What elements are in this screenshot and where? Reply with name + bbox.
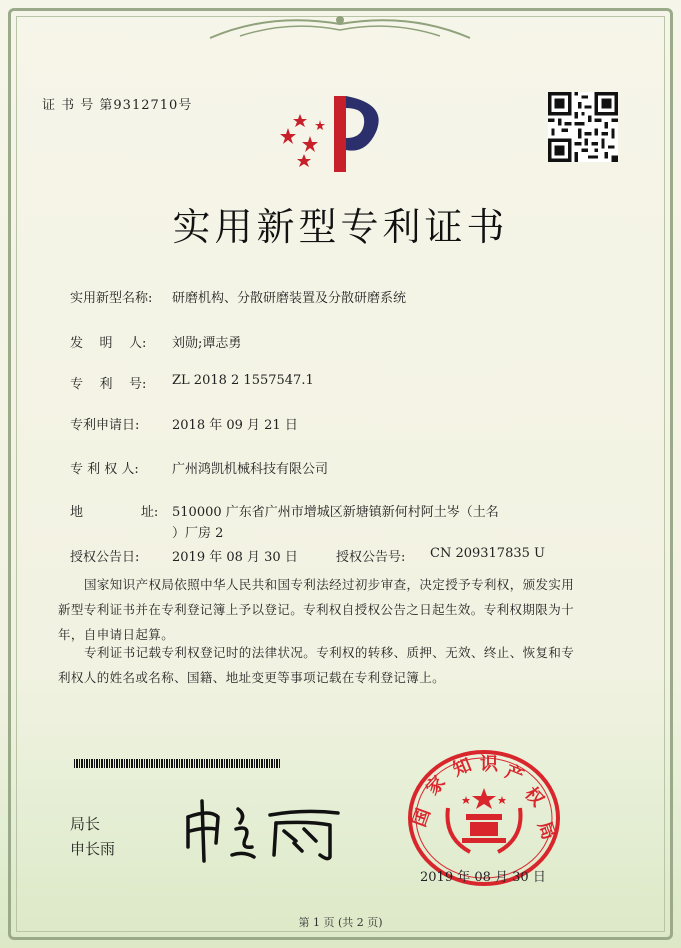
cert-number-value: 9312710	[113, 98, 179, 113]
grant-number-value: CN 209317835 U	[430, 546, 545, 561]
barcode-icon	[74, 759, 280, 768]
paragraph-line: 新型专利证书并在专利登记簿上予以登记。专利权自授权公告之日起生效。专利权期限为十	[58, 602, 575, 617]
patent-number-label: 专 利 号:	[70, 377, 147, 392]
svg-text:权: 权	[520, 783, 548, 811]
page-footer: 第 1 页 (共 2 页)	[298, 916, 383, 929]
paragraph-line: 利权人的姓名或名称、国籍、地址变更等事项记载在专利登记簿上。	[58, 670, 446, 685]
cert-number-label: 证 书 号 第	[42, 98, 114, 113]
issue-date: 2019 年 08 月 30 日	[420, 870, 546, 885]
svg-text:国: 国	[408, 805, 435, 830]
legal-status-paragraph	[58, 640, 626, 690]
utility-model-name-value: 研磨机构、分散研磨装置及分散研磨系统	[172, 291, 407, 306]
svg-text:产: 产	[502, 761, 527, 788]
svg-text:家: 家	[422, 771, 450, 800]
paragraph-line: 年，自申请日起算。	[58, 627, 175, 642]
paragraph-line: 专利证书记载专利权登记时的法律状况。专利权的转移、质押、无效、终止、恢复和专	[84, 645, 575, 660]
patent-office-logo-icon	[280, 92, 390, 180]
signatory-title: 局长	[70, 815, 101, 833]
handwritten-signature-icon	[180, 795, 350, 865]
patentee-label: 专 利 权 人:	[70, 462, 139, 477]
inventor-label: 发 明 人:	[70, 336, 147, 351]
inventor-value: 刘勋;谭志勇	[172, 336, 242, 351]
patentee-value: 广州鸿凯机械科技有限公司	[172, 462, 329, 477]
paragraph-line: 国家知识产权局依照中华人民共和国专利法经过初步审查，决定授予专利权，颁发实用	[84, 577, 575, 592]
patent-number-value: ZL 2018 2 1557547.1	[172, 373, 314, 388]
grant-statement-paragraph	[58, 572, 626, 647]
svg-text:局: 局	[533, 818, 560, 843]
grant-date-value: 2019 年 08 月 30 日	[172, 550, 298, 565]
qr-code-icon	[548, 92, 618, 162]
top-ornament-icon	[200, 8, 480, 44]
signatory-name: 申长雨	[70, 840, 116, 858]
svg-text:知: 知	[450, 754, 475, 781]
certificate-number	[42, 94, 192, 113]
certificate-title: 实用新型专利证书	[172, 205, 509, 249]
address-value-line1: 510000 广东省广州市增城区新塘镇新何村阿土岑（土名	[172, 505, 499, 520]
utility-model-name-label: 实用新型名称:	[70, 291, 153, 306]
address-value-line2: ）厂房 2	[172, 526, 224, 541]
filing-date-value: 2018 年 09 月 21 日	[172, 418, 298, 433]
svg-text:识: 识	[480, 754, 498, 775]
grant-number-label: 授权公告号:	[336, 550, 406, 565]
grant-date-label: 授权公告日:	[70, 550, 140, 565]
cert-number-suffix: 号	[178, 98, 193, 113]
filing-date-label: 专利申请日:	[70, 418, 140, 433]
address-label: 地 址:	[70, 505, 159, 520]
